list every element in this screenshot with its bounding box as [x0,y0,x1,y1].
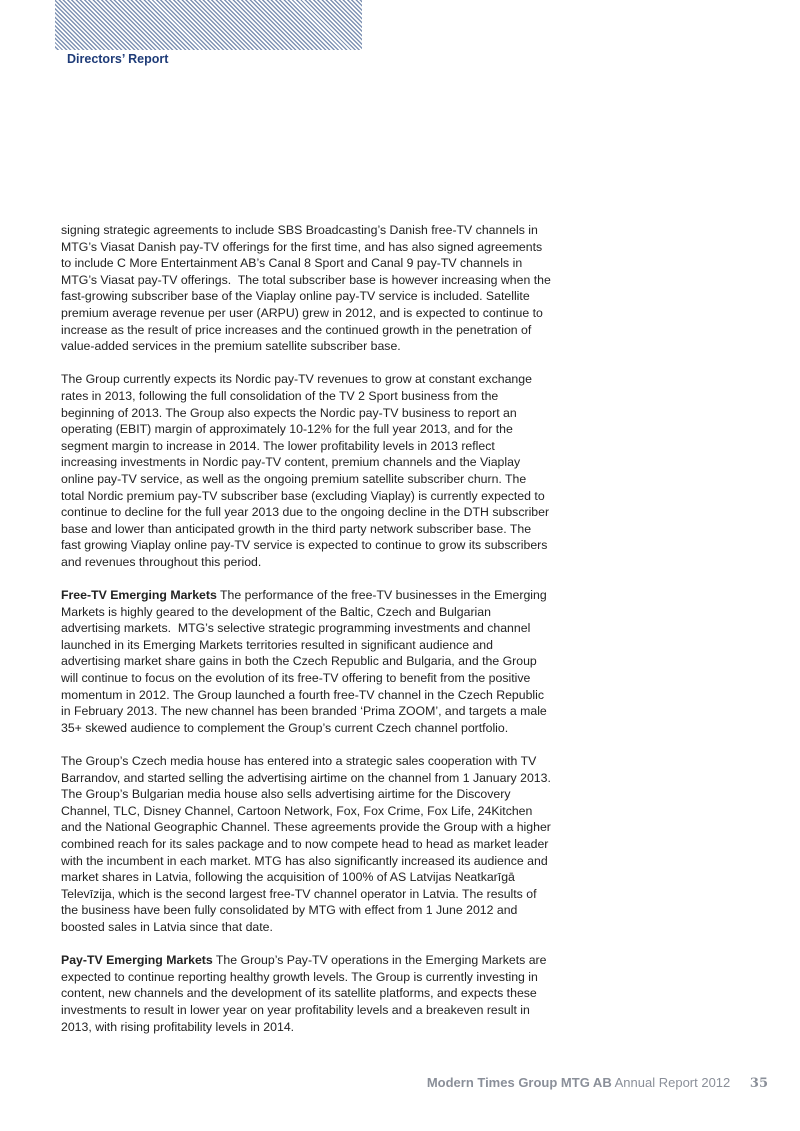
text-line [61,554,621,571]
line-text: with the incumbent in each market. MTG has also significantly increased its audience and [61,853,548,868]
page-footer [427,1075,768,1091]
text-line [61,371,621,388]
line-text: Televīzija, which is the second largest free-TV channel operator in Latvia. The results of [61,886,537,901]
line-text: 2013, with rising profitability levels in 2014. [61,1019,295,1034]
text-line [61,819,621,836]
text-line [61,836,621,853]
text-line [61,521,621,538]
text-line [61,687,621,704]
line-text: total Nordic premium pay-TV subscriber base (excluding Viaplay) is currently expected to [61,488,545,503]
line-text: to include C More Entertainment AB’s Canal 8 Sport and Canal 9 pay-TV channels in [61,256,523,271]
line-text: increasing investments in Nordic pay-TV content, premium channels and the Viaplay [61,455,521,470]
line-text: and the National Geographic Channel. These agreements provide the Group with a higher [61,820,551,835]
line-text: The Group currently expects its Nordic pay-TV revenues to grow at constant exchange [61,372,532,387]
paragraph-heading: Free-TV Emerging Markets [61,588,217,603]
text-line [61,886,621,903]
text-line [61,919,621,936]
line-text: operating (EBIT) margin of approximately 10-12% for the full year 2013, and for the [61,422,513,437]
line-text: content, new channels and the development of its satellite platforms, and expects these [61,986,537,1001]
line-text: momentum in 2012. The Group launched a fourth free-TV channel in the Czech Republic [61,687,545,702]
line-text: beginning of 2013. The Group also expects the Nordic pay-TV business to report an [61,405,517,420]
text-line [61,388,621,405]
page-number: 35 [749,1076,768,1091]
text-line [61,305,621,322]
line-text: advertising market share gains in both the Czech Republic and Bulgaria, and the Group [61,654,537,669]
line-text: launched in its Emerging Markets territories resulted in significant audience and [61,637,493,652]
text-line [61,1002,621,1019]
paragraph-heading: Pay-TV Emerging Markets [61,953,213,968]
text-line [61,653,621,670]
text-line [61,255,621,272]
line-text: Markets is highly geared to the development of the Baltic, Czech and Bulgarian [61,604,491,619]
text-line [61,670,621,687]
text-line [61,288,621,305]
report-body [61,222,621,1052]
text-line [61,604,621,621]
text-line [61,720,621,737]
text-line [61,537,621,554]
line-text: MTG’s Viasat Danish pay-TV offerings for the first time, and has also signed agreements [61,239,543,254]
text-line [61,239,621,256]
text-line [61,753,621,770]
line-text: rates in 2013, following the full consolidation of the TV 2 Sport business from the [61,388,499,403]
text-line [61,1019,621,1036]
paragraph [61,371,621,570]
text-line [61,454,621,471]
footer-company: Modern Times Group MTG AB [426,1075,612,1090]
text-line [61,902,621,919]
text-line [61,985,621,1002]
line-text: boosted sales in Latvia since that date. [61,919,273,934]
line-text: combined reach for its sales package and to now compete head to head as market leader [61,836,549,851]
text-line [61,637,621,654]
text-line [61,587,621,604]
text-line [61,222,621,239]
line-text: value-added services in the premium satellite subscriber base. [61,339,401,354]
line-text: expected to continue reporting healthy growth levels. The Group is currently investing in [61,969,538,984]
line-text: base and lower than anticipated growth in the third party network subscriber base. The [61,521,532,536]
section-title: Directors’ Report [67,52,169,66]
line-text: 35+ skewed audience to complement the Group’s current Czech channel portfolio. [61,720,509,735]
text-line [61,869,621,886]
line-text: The Group’s Pay-TV operations in the Emerging Markets are [212,953,547,968]
footer-report: Annual Report 2012 [614,1075,731,1090]
line-text: premium average revenue per user (ARPU) grew in 2012, and is expected to continue to [61,305,543,320]
line-text: fast-growing subscriber base of the Viaplay online pay-TV service is included. Satellite [61,289,530,304]
line-text: The Group’s Czech media house has entered into a strategic sales cooperation with TV [61,754,537,768]
text-line [61,405,621,422]
paragraph [61,587,621,736]
line-text: Channel, TLC, Disney Channel, Cartoon Network, Fox, Fox Crime, Fox Life, 24Kitchen [61,803,533,818]
paragraph [61,753,621,936]
line-text: Barrandov, and started selling the advertising airtime on the channel from 1 January 2013. [61,770,551,785]
paragraph [61,952,621,1035]
text-line [61,952,621,969]
line-text: continue to decline for the full year 2013 due to the ongoing decline in the DTH subscriber [61,505,550,520]
text-line [61,703,621,720]
text-line [61,770,621,787]
text-line [61,421,621,438]
text-line [61,853,621,870]
line-text: market shares in Latvia, following the acquisition of 100% of AS Latvijas Neatkarīgā [61,870,515,885]
text-line [61,488,621,505]
decorative-hatch-banner [55,0,362,50]
line-text: will continue to focus on the evolution of its free-TV offering to benefit from the positive [61,671,531,686]
line-text: MTG’s Viasat pay-TV offerings. The total subscriber base is however increasing when the [61,272,551,287]
text-line [61,620,621,637]
line-text: in February 2013. The new channel has been branded ‘Prima ZOOM’, and targets a male [61,704,547,719]
text-line [61,322,621,339]
text-line [61,438,621,455]
line-text: the business have been fully consolidated by MTG with effect from 1 June 2012 and [61,903,518,918]
line-text: online pay-TV service, as well as the ongoing premium satellite subscriber churn. The [61,471,527,486]
line-text: The performance of the free-TV businesses in the Emerging [216,588,547,603]
text-line [61,338,621,355]
line-text: signing strategic agreements to include SBS Broadcasting’s Danish free-TV channels in [61,223,538,237]
line-text: The Group’s Bulgarian media house also sells advertising airtime for the Discovery [61,787,511,802]
paragraph [61,222,621,355]
line-text: investments to result in lower year on year profitability levels and a breakeven result in [61,1002,530,1017]
text-line [61,272,621,289]
text-line [61,471,621,488]
text-line [61,969,621,986]
line-text: fast growing Viaplay online pay-TV service is expected to continue to grow its subscribers [61,538,548,553]
text-line [61,786,621,803]
line-text: segment margin to increase in 2014. The lower profitability levels in 2013 reflect [61,438,495,453]
line-text: and revenues throughout this period. [61,554,262,569]
text-line [61,504,621,521]
line-text: advertising markets. MTG’s selective strategic programming investments and channel [61,621,531,636]
line-text: increase as the result of price increases and the continued growth in the penetration of [61,322,532,337]
text-line [61,803,621,820]
